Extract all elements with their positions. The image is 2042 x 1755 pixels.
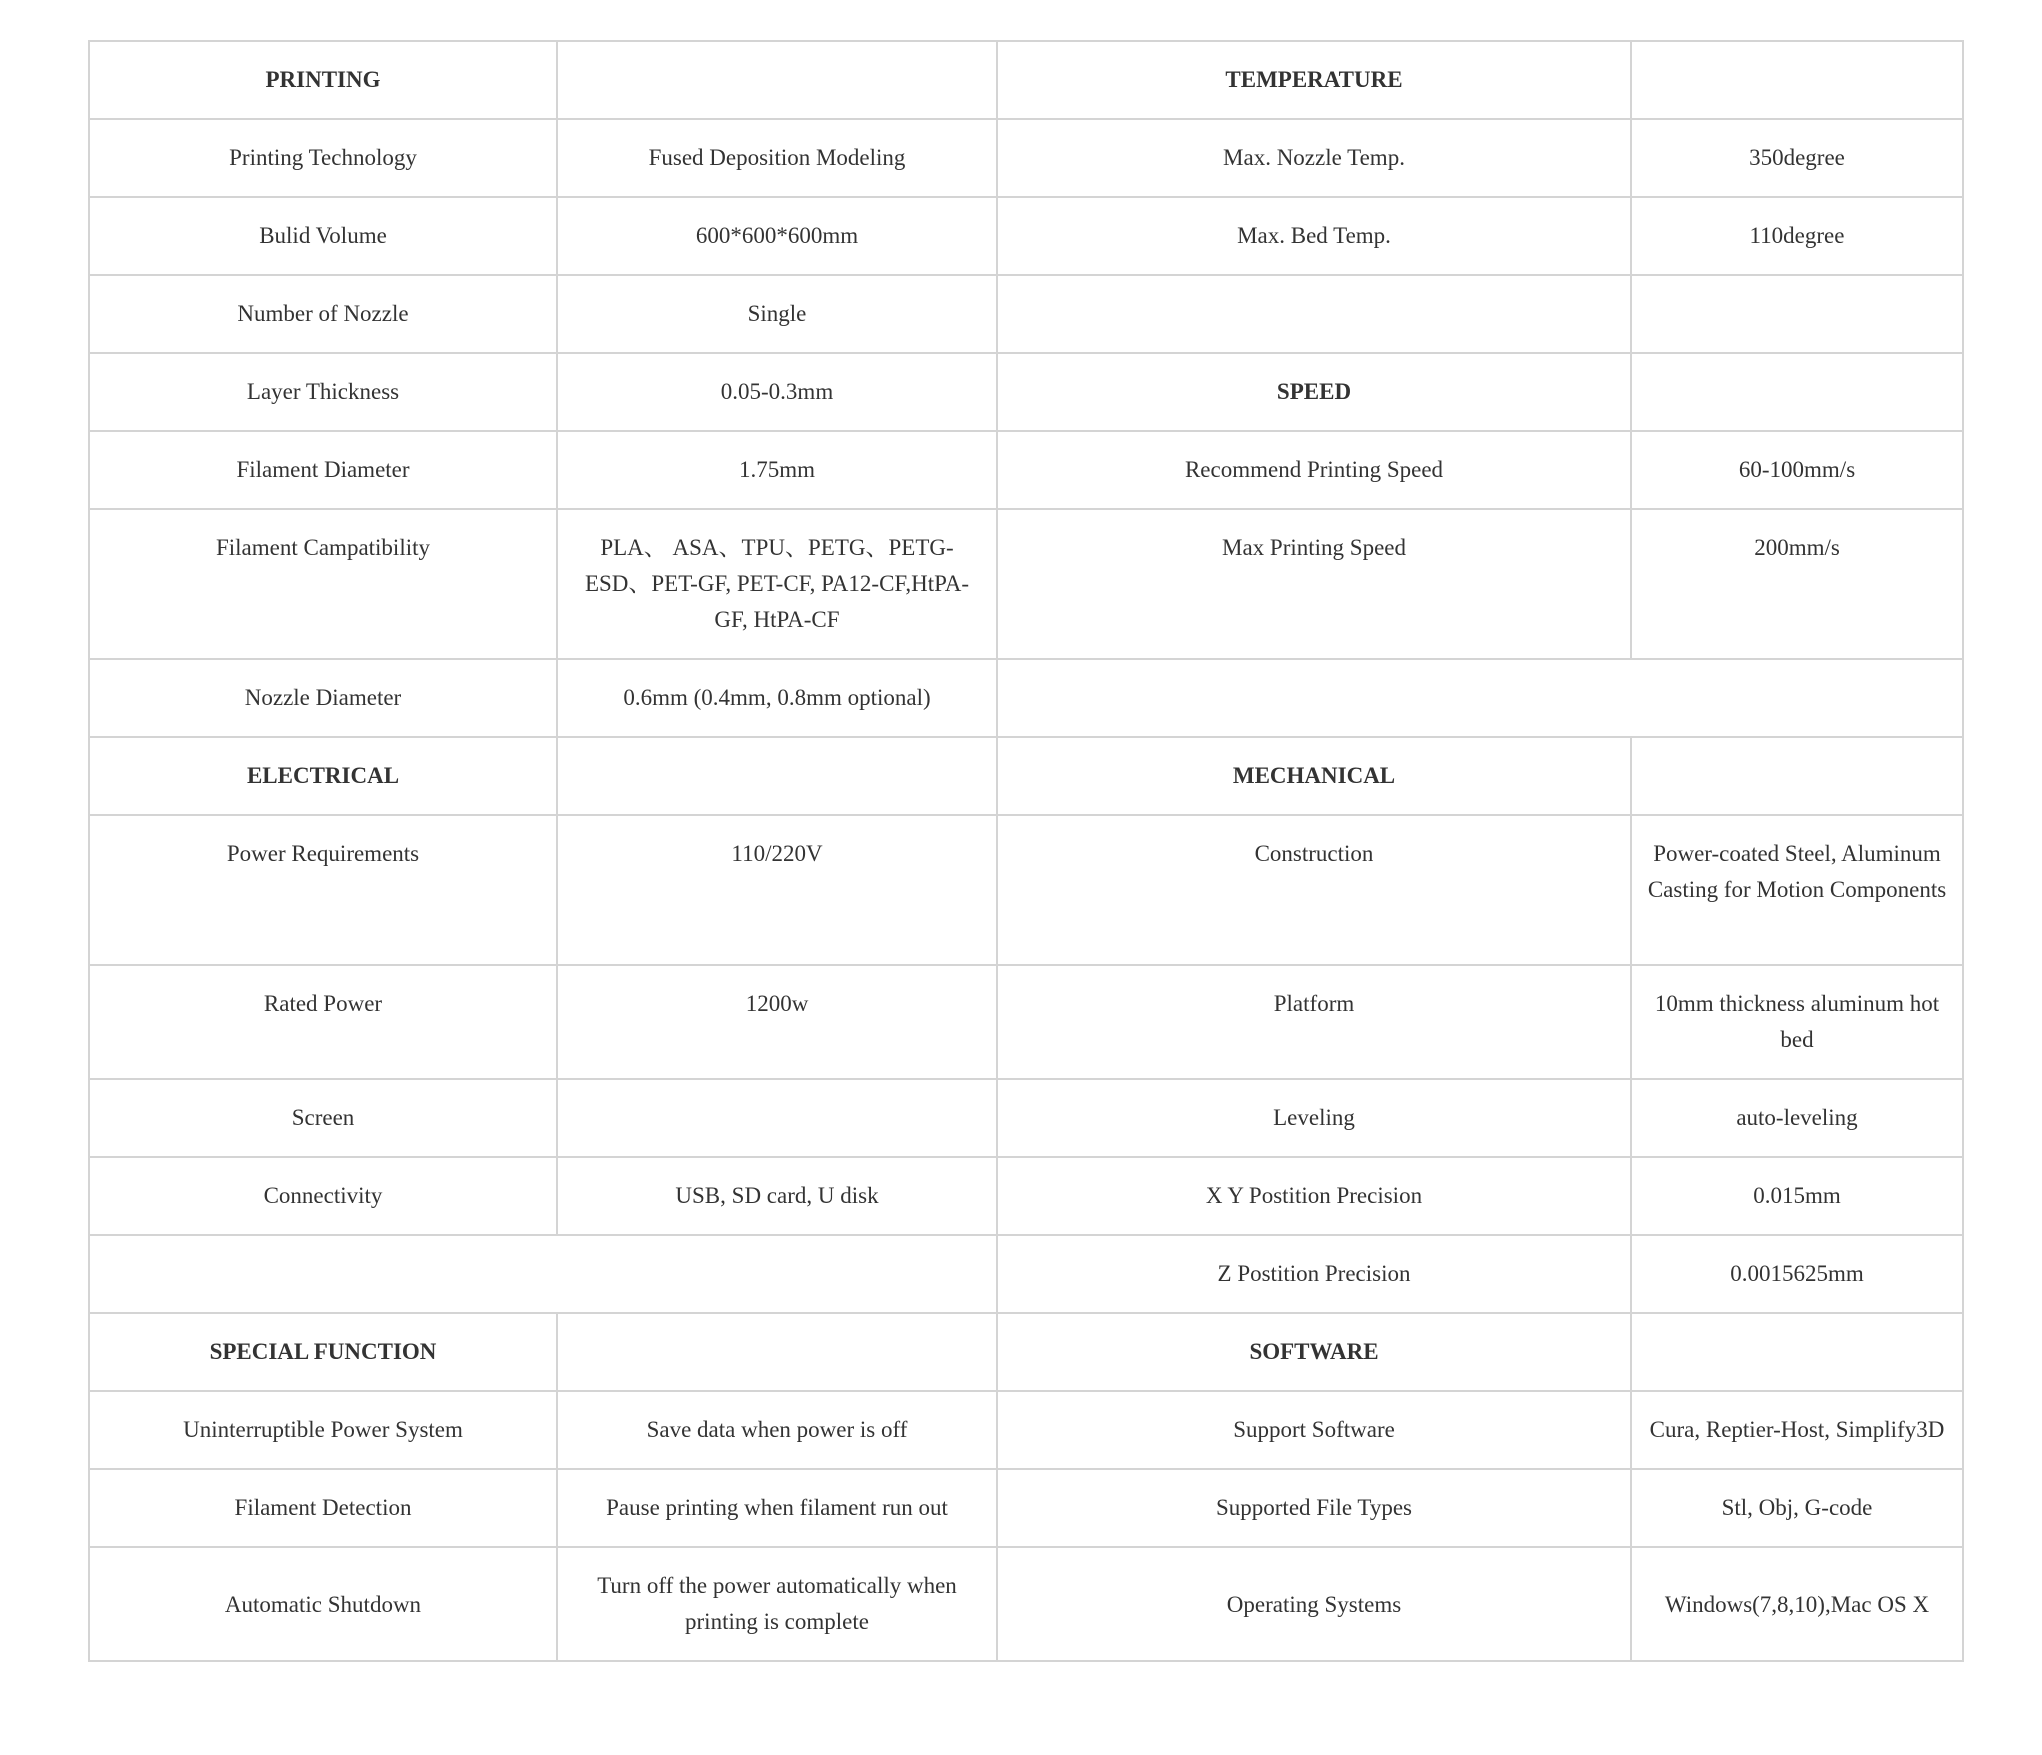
table-cell: Uninterruptible Power System (89, 1391, 557, 1469)
table-cell (997, 275, 1631, 353)
table-cell: Leveling (997, 1079, 1631, 1157)
table-cell: 10mm thickness aluminum hot bed (1631, 965, 1963, 1079)
table-cell: Fused Deposition Modeling (557, 119, 997, 197)
table-cell: USB, SD card, U disk (557, 1157, 997, 1235)
table-cell (1631, 737, 1963, 815)
table-cell: Max Printing Speed (997, 509, 1631, 659)
table-row (89, 659, 1963, 737)
table-cell: PLA、 ASA、TPU、PETG、PETG-ESD、PET-GF, PET-CF, PA12-CF,HtPA-GF, HtPA-CF (557, 509, 997, 659)
table-row (89, 737, 1963, 815)
table-cell: 60-100mm/s (1631, 431, 1963, 509)
table-cell: Construction (997, 815, 1631, 965)
table-cell: 110degree (1631, 197, 1963, 275)
table-cell: Supported File Types (997, 1469, 1631, 1547)
table-row (89, 1547, 1963, 1661)
table-cell: 350degree (1631, 119, 1963, 197)
table-row (89, 1235, 1963, 1313)
spec-table (88, 40, 1964, 1662)
table-cell: 110/220V (557, 815, 997, 965)
table-cell: Max. Bed Temp. (997, 197, 1631, 275)
table-cell: Pause printing when filament run out (557, 1469, 997, 1547)
table-row (89, 815, 1963, 965)
table-cell: Platform (997, 965, 1631, 1079)
table-cell (997, 659, 1963, 737)
table-cell (1631, 275, 1963, 353)
section-heading-temperature: TEMPERATURE (997, 41, 1631, 119)
table-cell: Save data when power is off (557, 1391, 997, 1469)
table-cell (557, 41, 997, 119)
section-heading-speed: SPEED (997, 353, 1631, 431)
table-cell (1631, 353, 1963, 431)
table-row (89, 197, 1963, 275)
table-row (89, 1469, 1963, 1547)
table-cell: Power-coated Steel, Aluminum Casting for Motion Components (1631, 815, 1963, 965)
table-cell (89, 1235, 997, 1313)
table-cell: 600*600*600mm (557, 197, 997, 275)
table-row (89, 431, 1963, 509)
table-cell: Power Requirements (89, 815, 557, 965)
table-cell: Automatic Shutdown (89, 1547, 557, 1661)
table-row (89, 1313, 1963, 1391)
table-cell (557, 1079, 997, 1157)
table-row (89, 41, 1963, 119)
section-heading-software: SOFTWARE (997, 1313, 1631, 1391)
table-cell: 0.05-0.3mm (557, 353, 997, 431)
section-heading-electrical: ELECTRICAL (89, 737, 557, 815)
table-cell (1631, 41, 1963, 119)
table-cell: Printing Technology (89, 119, 557, 197)
table-cell: Max. Nozzle Temp. (997, 119, 1631, 197)
table-cell: X Y Postition Precision (997, 1157, 1631, 1235)
table-cell: Number of Nozzle (89, 275, 557, 353)
table-cell: auto-leveling (1631, 1079, 1963, 1157)
table-cell: 0.0015625mm (1631, 1235, 1963, 1313)
section-heading-special-function: SPECIAL FUNCTION (89, 1313, 557, 1391)
section-heading-mechanical: MECHANICAL (997, 737, 1631, 815)
table-cell (557, 737, 997, 815)
table-cell: Nozzle Diameter (89, 659, 557, 737)
table-cell: 0.015mm (1631, 1157, 1963, 1235)
table-cell: 1200w (557, 965, 997, 1079)
table-cell: 1.75mm (557, 431, 997, 509)
table-row (89, 509, 1963, 659)
table-row (89, 119, 1963, 197)
table-row (89, 275, 1963, 353)
table-cell: 200mm/s (1631, 509, 1963, 659)
table-cell (557, 1313, 997, 1391)
table-row (89, 1157, 1963, 1235)
table-cell: Support Software (997, 1391, 1631, 1469)
table-cell: Stl, Obj, G-code (1631, 1469, 1963, 1547)
table-cell: Recommend Printing Speed (997, 431, 1631, 509)
table-cell: Screen (89, 1079, 557, 1157)
table-cell: Single (557, 275, 997, 353)
table-cell: 0.6mm (0.4mm, 0.8mm optional) (557, 659, 997, 737)
table-cell: Rated Power (89, 965, 557, 1079)
table-cell: Z Postition Precision (997, 1235, 1631, 1313)
table-cell (1631, 1313, 1963, 1391)
table-row (89, 1079, 1963, 1157)
table-cell: Filament Detection (89, 1469, 557, 1547)
table-cell: Windows(7,8,10),Mac OS X (1631, 1547, 1963, 1661)
table-cell: Connectivity (89, 1157, 557, 1235)
section-heading-printing: PRINTING (89, 41, 557, 119)
table-row (89, 965, 1963, 1079)
table-row (89, 1391, 1963, 1469)
table-cell: Layer Thickness (89, 353, 557, 431)
table-cell: Cura, Reptier-Host, Simplify3D (1631, 1391, 1963, 1469)
table-cell: Filament Campatibility (89, 509, 557, 659)
table-cell: Filament Diameter (89, 431, 557, 509)
table-cell: Operating Systems (997, 1547, 1631, 1661)
table-cell: Bulid Volume (89, 197, 557, 275)
table-row (89, 353, 1963, 431)
table-cell: Turn off the power automatically when printing is complete (557, 1547, 997, 1661)
